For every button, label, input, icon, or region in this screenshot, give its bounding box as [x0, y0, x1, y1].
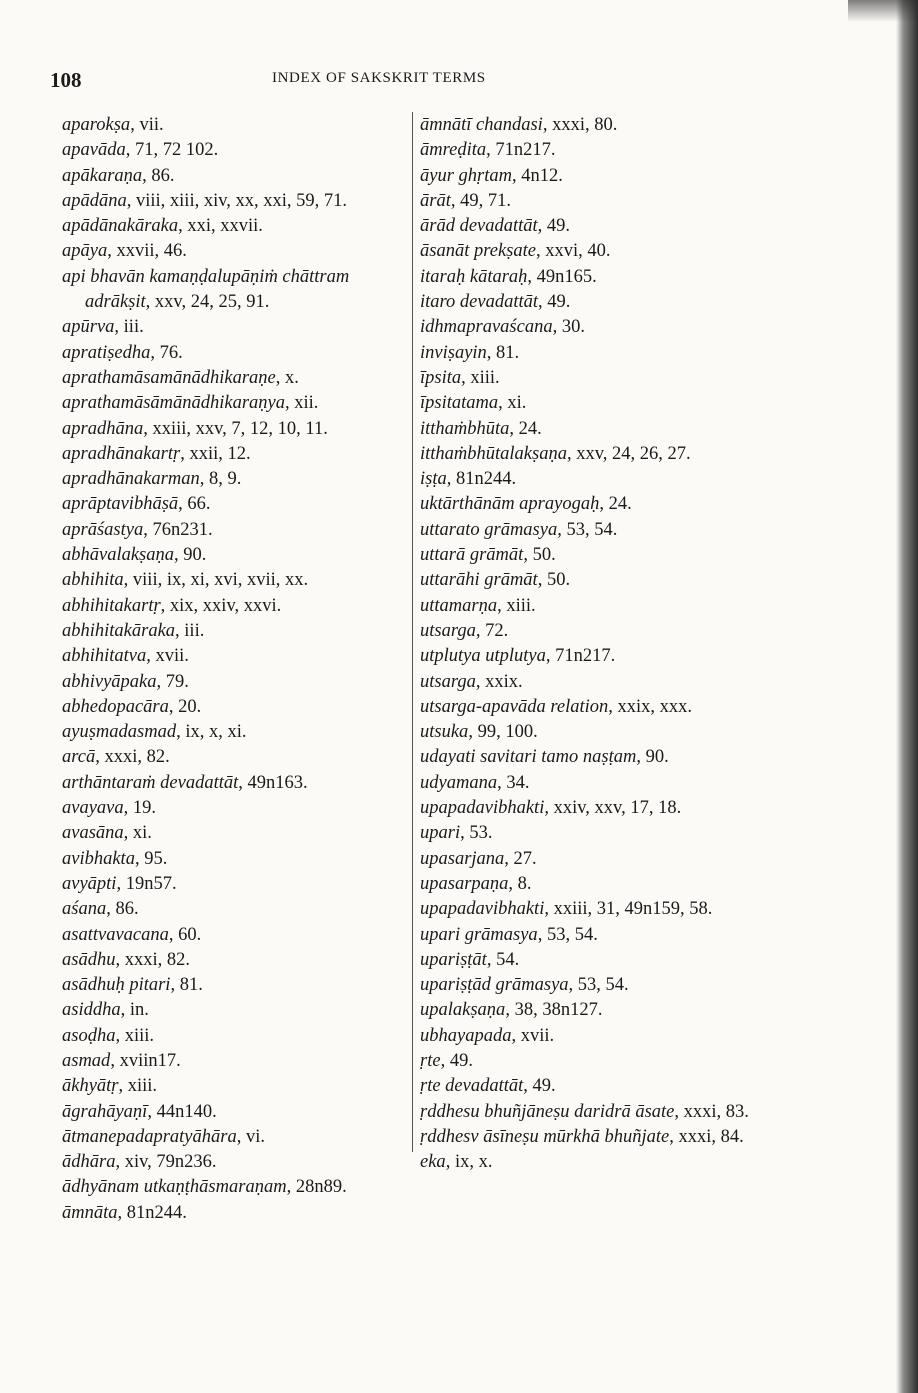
index-entry — [420, 644, 760, 669]
index-entry — [62, 214, 407, 239]
index-term: aśana — [62, 899, 107, 920]
index-term: ārād devadattāt — [420, 216, 538, 237]
index-entry — [62, 164, 407, 189]
index-refs: , 53, 54. — [568, 975, 629, 996]
index-refs: , vi. — [236, 1126, 265, 1147]
index-term: ayuṣmadasmad — [62, 722, 177, 743]
index-refs: , 38, 38n127. — [505, 1000, 603, 1021]
index-entry — [420, 138, 760, 163]
index-refs: , 95. — [134, 848, 168, 869]
index-entry — [62, 923, 407, 948]
index-term: uttarā grāmāt — [420, 545, 524, 566]
index-term: asādhu — [62, 949, 116, 970]
index-entry — [420, 847, 760, 872]
index-term: uttarāhi grāmāt — [420, 570, 538, 591]
index-term: apādānakāraka — [62, 216, 179, 237]
index-entry — [62, 796, 407, 821]
index-term: avayava — [62, 798, 124, 819]
index-refs: , xviin17. — [110, 1050, 181, 1071]
index-entry — [420, 391, 760, 416]
index-term: idhmapravaścana — [420, 317, 553, 338]
index-term: utsuka — [420, 722, 469, 743]
index-entry — [62, 973, 407, 998]
index-entry — [420, 265, 760, 290]
index-entry — [62, 1049, 407, 1074]
index-refs: , xii. — [285, 393, 319, 414]
index-refs: , x. — [275, 367, 299, 388]
index-refs: , 66. — [178, 494, 211, 515]
index-term: īpsitatama — [420, 393, 499, 414]
index-term: apradhānakarman — [62, 469, 200, 490]
index-term: ṛddhesu bhuñjāneṣu daridrā āsate — [420, 1101, 675, 1122]
index-term: apavāda — [62, 140, 126, 161]
index-term: upapadavibhakti — [420, 899, 545, 920]
index-refs: , 8, 9. — [199, 469, 242, 490]
index-refs: , ix, x. — [445, 1152, 493, 1173]
scan-corner-shadow — [848, 0, 918, 22]
index-term: aprāśastya — [62, 519, 144, 540]
index-refs: , xxii, 12. — [180, 443, 251, 464]
index-entry — [62, 695, 407, 720]
index-term: āsanāt prekṣate — [420, 241, 536, 262]
index-refs: , 53, 54. — [557, 519, 618, 540]
index-term: asādhuḥ pitari — [62, 975, 171, 996]
index-entry — [62, 239, 407, 264]
index-refs: , iii. — [175, 620, 205, 641]
index-refs: , xxxi, 82. — [95, 747, 170, 768]
index-term: abhedopacāra — [62, 696, 169, 717]
index-term: ādhyānam utkaṇṭhāsmaraṇam — [62, 1177, 287, 1198]
index-term: aparokṣa — [62, 115, 131, 135]
index-entry — [420, 366, 760, 391]
index-entry — [62, 518, 407, 543]
index-entry — [420, 467, 760, 492]
left-column — [62, 113, 407, 1226]
index-term: asiddha — [62, 1000, 121, 1021]
index-entry — [62, 138, 407, 163]
index-refs: , 20. — [168, 696, 202, 717]
index-refs: , ix, x, xi. — [176, 722, 247, 743]
index-refs: , xvii. — [146, 646, 189, 667]
index-refs: , 81. — [170, 975, 203, 996]
index-refs: , 99, 100. — [468, 722, 538, 743]
index-entry — [62, 644, 407, 669]
index-term: ākhyātṛ — [62, 1076, 119, 1097]
index-term: ādhāra — [62, 1152, 116, 1173]
index-term: abhihitatva — [62, 646, 147, 667]
index-refs: , xxv, 24, 26, 27. — [566, 443, 691, 464]
index-entry — [62, 341, 407, 366]
index-term: avyāpti — [62, 873, 117, 894]
index-entry — [420, 796, 760, 821]
index-entry — [420, 239, 760, 264]
index-term: ārāt — [420, 190, 451, 211]
index-refs: , 49. — [523, 1076, 556, 1097]
index-entry — [62, 1074, 407, 1099]
index-refs: , xxiii, xxv, 7, 12, 10, 11. — [143, 418, 328, 439]
index-refs: , xxiii, 31, 49n159, 58. — [544, 899, 713, 920]
index-refs: , 4n12. — [512, 165, 563, 186]
index-refs: , 19. — [123, 798, 157, 819]
index-refs: , xiii. — [461, 367, 500, 388]
index-term: abhihitakartṛ — [62, 595, 161, 616]
running-head: INDEX OF SAKSKRIT TERMS — [272, 70, 486, 86]
index-entry — [62, 543, 407, 568]
index-entry — [62, 467, 407, 492]
index-entry — [420, 189, 760, 214]
index-refs: , 19n57. — [116, 873, 177, 894]
index-entry — [420, 518, 760, 543]
index-refs: , 86. — [106, 899, 139, 920]
index-refs: , 60. — [168, 924, 202, 945]
index-entry — [420, 164, 760, 189]
index-term: avibhakta — [62, 848, 135, 869]
index-entry — [62, 821, 407, 846]
index-refs: , xxv, 24, 25, 91. — [145, 292, 270, 313]
index-term: upalakṣaṇa — [420, 1000, 506, 1021]
index-entry — [62, 1024, 407, 1049]
index-refs: , 71n217. — [545, 646, 616, 667]
index-refs: , 76. — [150, 342, 183, 363]
index-refs: , 71, 72 102. — [125, 140, 219, 161]
index-entry — [62, 265, 407, 316]
page-number: 108 — [50, 68, 82, 92]
index-refs: , xxvii, 46. — [107, 241, 187, 262]
index-refs: , 49. — [440, 1050, 473, 1071]
index-entry — [420, 948, 760, 973]
index-term: eka — [420, 1152, 446, 1173]
index-term: upasarpaṇa — [420, 873, 509, 894]
right-column — [420, 113, 760, 1175]
index-refs: , xxxi, 84. — [669, 1126, 744, 1147]
index-term: asattvavacana — [62, 924, 169, 945]
index-refs: , xxxi, 80. — [542, 115, 618, 135]
index-refs: , vii. — [130, 115, 164, 135]
index-entry — [420, 568, 760, 593]
index-entry — [420, 543, 760, 568]
column-divider — [412, 112, 413, 1152]
index-entry — [62, 189, 407, 214]
index-term: utsarga — [420, 620, 476, 641]
index-refs: , 28n89. — [286, 1177, 347, 1198]
index-entry — [62, 568, 407, 593]
index-refs: , 49, 71. — [450, 190, 511, 211]
index-term: upari grāmasya — [420, 924, 538, 945]
index-entry — [62, 1201, 407, 1226]
index-entry — [62, 847, 407, 872]
index-term: utsarga-apavāda relation — [420, 696, 609, 717]
index-term: itthaṁbhūta — [420, 418, 510, 439]
index-entry — [420, 1150, 760, 1175]
index-entry — [62, 417, 407, 442]
index-refs: , 81n244. — [446, 469, 517, 490]
index-term: apūrva — [62, 317, 115, 338]
index-entry — [62, 670, 407, 695]
index-term: iṣṭa — [420, 469, 447, 490]
index-refs: , 24. — [599, 494, 632, 515]
index-term: apādāna — [62, 190, 127, 211]
index-refs: , xxix. — [475, 671, 523, 692]
index-term: apradhānakartṛ — [62, 443, 181, 464]
index-refs: , 53, 54. — [537, 924, 598, 945]
index-refs: , 49. — [538, 292, 571, 313]
index-term: upasarjana — [420, 848, 505, 869]
index-refs: , 90. — [174, 545, 207, 566]
index-entry — [420, 315, 760, 340]
index-term: udayati savitari tamo naṣṭam — [420, 747, 637, 768]
index-entry — [420, 923, 760, 948]
index-entry — [420, 1100, 760, 1125]
index-term: abhāvalakṣaṇa — [62, 545, 175, 566]
index-entry — [420, 113, 760, 138]
index-entry — [420, 214, 760, 239]
index-term: abhihita — [62, 570, 124, 591]
index-term: upariṣṭāt — [420, 949, 487, 970]
index-refs: , 8. — [508, 873, 532, 894]
index-refs: , xxxi, 83. — [674, 1101, 749, 1122]
index-term: aprathamāsamānādhikaraṇe — [62, 367, 276, 388]
index-entry — [420, 745, 760, 770]
index-term: ubhayapada — [420, 1025, 512, 1046]
index-refs: , viii, xiii, xiv, xx, xxi, 59, 71. — [126, 190, 348, 211]
index-term: udyamana — [420, 772, 498, 793]
index-term: upariṣṭād grāmasya — [420, 975, 569, 996]
index-term: āmreḍita — [420, 140, 487, 161]
scan-edge-shadow — [896, 0, 918, 1393]
index-entry — [420, 998, 760, 1023]
index-term: itthaṁbhūtalakṣaṇa — [420, 443, 567, 464]
index-refs: , 81. — [486, 342, 520, 363]
index-term: aprāptavibhāṣā — [62, 494, 179, 515]
index-refs: , 44n140. — [147, 1101, 217, 1122]
index-refs: , 71n217. — [486, 140, 556, 161]
index-term: api bhavān kamaṇḍalupāṇiṁ chāttram adrākṣit — [62, 266, 350, 313]
index-term: āmnātī chandasi — [420, 115, 543, 135]
index-entry — [420, 973, 760, 998]
index-term: asmad — [62, 1050, 111, 1071]
index-entry — [420, 341, 760, 366]
index-entry — [420, 821, 760, 846]
index-entry — [62, 594, 407, 619]
index-entry — [420, 442, 760, 467]
index-term: abhivyāpaka — [62, 671, 157, 692]
index-term: apradhāna — [62, 418, 144, 439]
index-term: uktārthānām aprayogaḥ — [420, 494, 600, 515]
index-term: upapadavibhakti — [420, 798, 545, 819]
index-entry — [420, 1074, 760, 1099]
index-refs: , xi. — [498, 393, 527, 414]
index-refs: , xix, xxiv, xxvi. — [160, 595, 282, 616]
index-term: asoḍha — [62, 1025, 116, 1046]
index-term: apākaraṇa — [62, 165, 143, 186]
index-refs: , 76n231. — [143, 519, 213, 540]
index-term: upari — [420, 823, 461, 844]
index-term: utsarga — [420, 671, 476, 692]
index-refs: , xxxi, 82. — [115, 949, 190, 970]
index-refs: , 54. — [486, 949, 520, 970]
index-term: uttarato grāmasya — [420, 519, 558, 540]
index-term: ṛte — [420, 1050, 441, 1071]
index-term: aprathamāsāmānādhikaraṇya — [62, 393, 286, 414]
index-entry — [420, 594, 760, 619]
index-refs: , 53. — [460, 823, 493, 844]
index-term: īpsita — [420, 367, 462, 388]
index-entry — [62, 492, 407, 517]
index-refs: , xi. — [123, 823, 152, 844]
index-refs: , xxiv, xxv, 17, 18. — [544, 798, 682, 819]
index-refs: , xiv, 79n236. — [115, 1152, 217, 1173]
index-entry — [420, 872, 760, 897]
index-entry — [62, 998, 407, 1023]
index-entry — [62, 771, 407, 796]
index-entry — [62, 872, 407, 897]
index-entry — [420, 492, 760, 517]
index-entry — [420, 897, 760, 922]
index-entry — [62, 1125, 407, 1150]
index-refs: , 30. — [552, 317, 585, 338]
index-refs: , 50. — [537, 570, 571, 591]
index-term: apratiṣedha — [62, 342, 151, 363]
index-entry — [62, 391, 407, 416]
index-refs: , 79. — [156, 671, 189, 692]
index-refs: , 72. — [475, 620, 509, 641]
index-term: itaro devadattāt — [420, 292, 539, 313]
index-entry — [62, 1100, 407, 1125]
index-entry — [420, 1024, 760, 1049]
index-refs: , 81n244. — [117, 1202, 187, 1223]
index-refs: , xiii. — [118, 1076, 158, 1097]
index-term: avasāna — [62, 823, 124, 844]
index-refs: , in. — [120, 1000, 149, 1021]
index-refs: , 86. — [142, 165, 175, 186]
index-term: abhihitakāraka — [62, 620, 176, 641]
index-refs: , 50. — [523, 545, 556, 566]
index-entry — [420, 1125, 760, 1150]
index-term: inviṣayin — [420, 342, 487, 363]
index-entry — [420, 695, 760, 720]
index-refs: , 90. — [636, 747, 669, 768]
index-refs: , 49n165. — [527, 266, 597, 287]
index-entry — [62, 315, 407, 340]
index-entry — [62, 720, 407, 745]
index-refs: , xiii. — [115, 1025, 154, 1046]
index-term: arthāntaraṁ devadattāt — [62, 772, 239, 793]
index-entry — [420, 290, 760, 315]
index-entry — [420, 417, 760, 442]
index-entry — [62, 619, 407, 644]
index-refs: , xvii. — [511, 1025, 555, 1046]
index-term: arcā — [62, 747, 96, 768]
index-term: uttamarṇa — [420, 595, 498, 616]
index-term: āyur ghṛtam — [420, 165, 512, 186]
index-entry — [62, 366, 407, 391]
index-refs: , viii, ix, xi, xvi, xvii, xx. — [123, 570, 309, 591]
index-entry — [420, 619, 760, 644]
index-refs: , 34. — [497, 772, 530, 793]
index-term: āgrahāyaṇī — [62, 1101, 148, 1122]
index-term: āmnāta — [62, 1202, 118, 1223]
index-refs: , xiii. — [497, 595, 536, 616]
index-refs: , xxix, xxx. — [608, 696, 693, 717]
index-entry — [62, 1175, 407, 1200]
index-term: itaraḥ kātaraḥ — [420, 266, 528, 287]
index-refs: , 49. — [537, 216, 571, 237]
index-entry — [420, 771, 760, 796]
index-refs: , 27. — [504, 848, 537, 869]
index-term: ātmanepadapratyāhāra — [62, 1126, 237, 1147]
index-term: ṛte devadattāt — [420, 1076, 524, 1097]
index-entry — [62, 1150, 407, 1175]
index-entry — [62, 113, 407, 138]
index-term: ṛddhesv āsīneṣu mūrkhā bhuñjate — [420, 1126, 670, 1147]
index-refs: , 49n163. — [238, 772, 308, 793]
index-entry — [62, 442, 407, 467]
index-refs: , xxi, xxvii. — [178, 216, 263, 237]
index-entry — [420, 1049, 760, 1074]
index-refs: , xxvi, 40. — [535, 241, 611, 262]
index-refs: , iii. — [114, 317, 144, 338]
index-entry — [420, 720, 760, 745]
index-entry — [62, 745, 407, 770]
index-entry — [420, 670, 760, 695]
index-term: apāya — [62, 241, 108, 262]
index-entry — [62, 948, 407, 973]
index-term: utplutya utplutya — [420, 646, 546, 667]
index-refs: , 24. — [509, 418, 542, 439]
index-entry — [62, 897, 407, 922]
